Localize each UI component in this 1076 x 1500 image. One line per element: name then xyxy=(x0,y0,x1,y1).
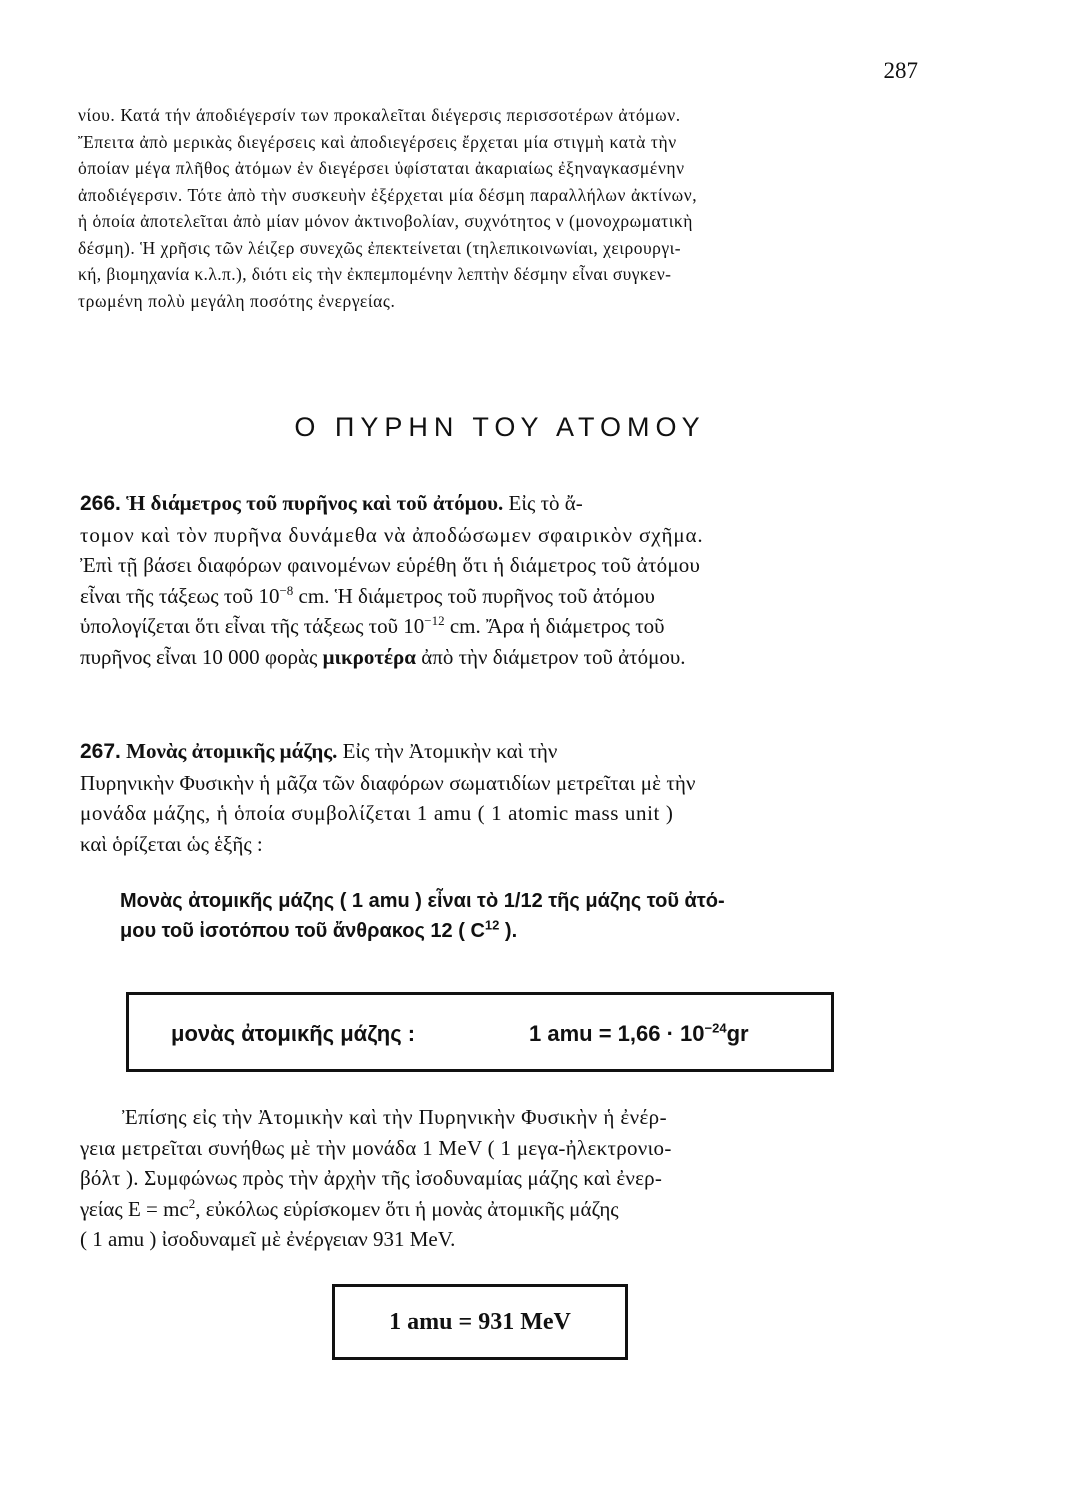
para-267-line: καὶ ὁρίζεται ὡς ἑξῆς : xyxy=(80,831,263,856)
definition-block xyxy=(120,886,920,946)
text-run: 1 amu = 1,66 · 10 xyxy=(529,1021,705,1046)
text-run: gr xyxy=(726,1021,749,1046)
superscript: 12 xyxy=(484,917,500,933)
mev-formula-box: 1 amu = 931 MeV xyxy=(332,1284,628,1360)
intro-line: νίου. Κατά τήν άποδιέγερσίν των προκαλεῖται διέγερσις περισσοτέρων ἀτόμων. xyxy=(78,105,681,125)
text-run: ὑπολογίζεται ὅτι εἶναι τῆς τάξεως τοῦ 10 xyxy=(80,614,425,638)
intro-line: ἡ ὁποία ἀποτελεῖται ἀπὸ μίαν μόνον ἀκτινοβολίαν, συχνότητος ν (μονοχρωματικὴ xyxy=(78,211,693,231)
para-266-line xyxy=(80,611,920,642)
para-266-line xyxy=(80,642,920,673)
superscript: 2 xyxy=(188,1195,196,1211)
page-number: 287 xyxy=(883,58,918,83)
energy-line xyxy=(80,1194,920,1225)
para-267-line: μονάδα μάζης, ἡ ὁποία συμβολίζεται 1 amu ( 1 atomic mass unit ) xyxy=(80,801,674,825)
text-run: , εὐκόλως εὑρίσκομεν ὅτι ἡ μονὰς ἀτομικῆς μάζης xyxy=(195,1196,619,1221)
energy-line: Ἐπίσης εἰς τὴν Ἀτομικὴν καὶ τὴν Πυρηνικὴν Φυσικὴν ἡ ἐνέρ- xyxy=(122,1105,667,1129)
intro-line: ἀποδιέγερσιν. Τότε ἀπὸ τὴν συσκευὴν ἐξέρχεται μία δέσμη παραλλήλων ἀκτίνων, xyxy=(78,184,698,205)
definition-line xyxy=(120,916,920,946)
para-266-line xyxy=(80,488,920,520)
intro-line: Ἔπειτα ἀπὸ μερικὰς διεγέρσεις καὶ ἀποδιεγέρσεις ἔρχεται μία στιγμὴ κατὰ τὴν xyxy=(78,131,677,152)
formula-label: μονὰς ἀτομικῆς μάζης : xyxy=(171,1021,416,1046)
text-run: cm. Ἄρα ἡ διάμετρος τοῦ xyxy=(444,614,665,638)
section-number: 267. xyxy=(80,740,121,763)
energy-line: βόλτ ). Συμφώνως πρὸς τὴν ἀρχὴν τῆς ἰσοδυναμίας μάζης καὶ ἐνερ- xyxy=(80,1166,663,1190)
intro-paragraph xyxy=(78,102,928,314)
amu-formula-box xyxy=(126,992,834,1072)
text-run: γείας E = mc xyxy=(80,1196,189,1221)
paragraph-266 xyxy=(80,488,920,672)
energy-line: ( 1 amu ) ἰσοδυναμεῖ μὲ ἐνέργειαν 931 MeV. xyxy=(80,1227,456,1251)
para-267-line: Πυρηνικὴν Φυσικὴν ἡ μᾶζα τῶν διαφόρων σωματιδίων μετρεῖται μὲ τὴν xyxy=(80,770,696,795)
exponent: −8 xyxy=(279,582,294,598)
section-number: 266. xyxy=(80,492,121,515)
text-run: ἀπὸ τὴν διάμετρον τοῦ ἀτόμου. xyxy=(416,644,686,669)
exponent: −12 xyxy=(424,613,445,628)
intro-line: τρωμένη πολὺ μεγάλη ποσότης ἐνεργείας. xyxy=(78,290,396,311)
para-266-line: Ἐπὶ τῇ βάσει διαφόρων φαινομένων εὑρέθη ὅτι ἡ διάμετρος τοῦ ἀτόμου xyxy=(80,553,701,577)
emphasis: μικροτέρα xyxy=(322,644,416,669)
para-266-line xyxy=(80,581,920,612)
text-run: Εἰς τὴν Ἀτομικὴν καὶ τὴν xyxy=(337,739,558,763)
text-run: cm. Ἡ διάμετρος τοῦ πυρῆνος τοῦ ἀτόμου xyxy=(293,583,655,608)
section-heading-267: Μονὰς ἀτομικῆς μάζης. xyxy=(126,739,338,763)
para-266-line: τομον καὶ τὸν πυρῆνα δυνάμεθα νὰ ἀποδώσωμεν σφαιρικὸν σχῆμα. xyxy=(80,522,704,547)
text-run: ). xyxy=(499,920,518,942)
text-run: εἶναι τῆς τάξεως τοῦ 10 xyxy=(80,583,280,608)
energy-line: γεια μετρεῖται συνήθως μὲ τὴν μονάδα 1 MeV ( 1 μεγα-ἠλεκτρονιο- xyxy=(80,1135,672,1160)
text-run: μου τοῦ ἰσοτόπου τοῦ ἄνθρακος 12 ( C xyxy=(120,920,485,942)
intro-line: ὁποίαν μέγα πλῆθος ἀτόμων ἐν διεγέρσει ὑφίσταται ἀκαριαίως ἐξηναγκασμένην xyxy=(78,158,685,178)
section-title: Ο ΠΥΡΗΝ ΤΟΥ ΑΤΟΜΟΥ xyxy=(294,412,706,442)
exponent: −24 xyxy=(704,1020,727,1036)
intro-line: κή, βιομηχανία κ.λ.π.), διότι εἰς τὴν ἐκπεμπομένην λεπτὴν δέσμην εἶναι συγκεν- xyxy=(78,264,672,284)
paragraph-energy xyxy=(80,1102,920,1255)
formula-value xyxy=(529,1021,749,1047)
paragraph-267 xyxy=(80,736,920,859)
definition-line: Μονὰς ἀτομικῆς μάζης ( 1 amu ) εἶναι τὸ 1/12 τῆς μάζης τοῦ ἀτό- xyxy=(120,890,725,912)
text-run: Εἰς τὸ ἄ- xyxy=(503,491,583,515)
para-267-line xyxy=(80,736,920,768)
intro-line: δέσμη). Ἡ χρῆσις τῶν λέιζερ συνεχῶς ἐπεκτείνεται (τηλεπικοινωνίαι, χειρουργι- xyxy=(78,237,682,258)
text-run: πυρῆνος εἶναι 10 000 φορὰς xyxy=(80,644,323,669)
section-heading-266: Ἡ διάμετρος τοῦ πυρῆνος καὶ τοῦ ἀτόμου. xyxy=(126,491,504,515)
